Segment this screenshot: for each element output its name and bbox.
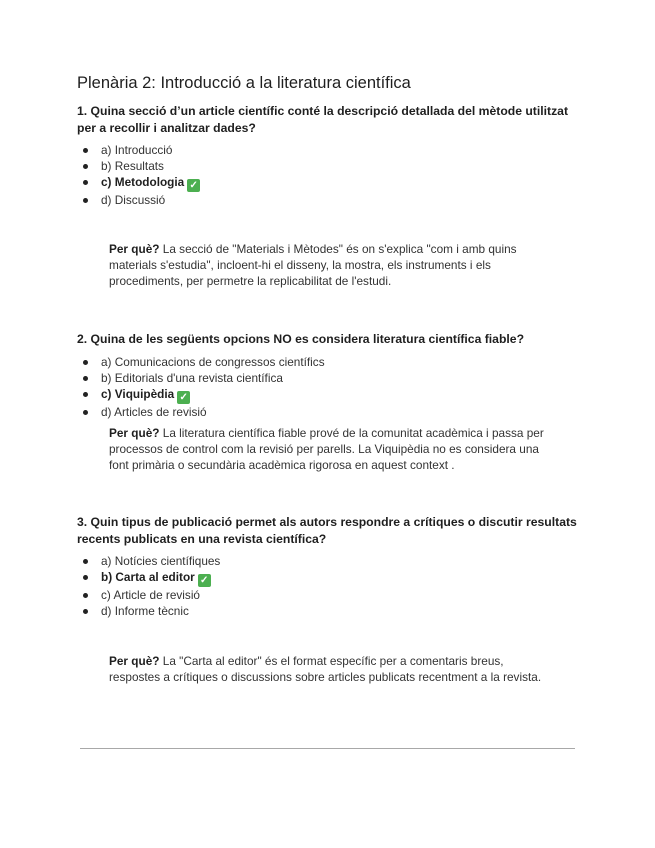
option-label: a) Comunicacions de congressos científics <box>101 355 325 369</box>
option-list-item <box>80 370 325 386</box>
check-mark-icon: ✓ <box>177 391 190 404</box>
option-label: c) Article de revisió <box>101 588 200 602</box>
check-mark-icon: ✓ <box>198 574 211 587</box>
option-label: c) Viquipèdia <box>101 387 175 401</box>
bullet-icon <box>83 198 88 203</box>
option-list-item <box>80 587 220 603</box>
bullet-icon <box>83 360 88 365</box>
option-label: d) Articles de revisió <box>101 405 207 419</box>
explanation-label: Per què? <box>109 242 160 256</box>
option-label: a) Introducció <box>101 143 173 157</box>
explanation-text: La secció de "Materials i Mètodes" és on s'explica "com i amb quins materials s'estudia", incloent-hi el disseny, la mostra, els instruments i els procediments, per permetre la replicabilitat de l'estudi. <box>109 242 517 288</box>
bullet-icon <box>83 575 88 580</box>
question-3-text: 3. Quin tipus de publicació permet als autors respondre a crítiques o discutir resultats recents publicats en una revista científica? <box>77 515 577 546</box>
explanation-2 <box>109 425 549 473</box>
option-label: c) Metodologia <box>101 175 185 189</box>
check-mark-icon: ✓ <box>187 179 200 192</box>
horizontal-divider <box>80 748 575 749</box>
option-label: d) Discussió <box>101 193 166 207</box>
bullet-icon <box>83 410 88 415</box>
question-1-text: 1. Quina secció d’un article científic conté la descripció detallada del mètode utilitzat per a recollir i analitzar dades? <box>77 104 569 135</box>
option-list-item <box>80 354 325 370</box>
bullet-icon <box>83 376 88 381</box>
option-list-item <box>80 553 220 569</box>
option-list-item <box>80 158 200 174</box>
option-list-item-correct <box>80 386 325 404</box>
explanation-label: Per què? <box>109 426 160 440</box>
explanation-3 <box>109 653 549 685</box>
question-2-text: 2. Quina de les següents opcions NO es considera literatura científica fiable? <box>77 332 525 346</box>
bullet-icon <box>83 392 88 397</box>
option-label: b) Editorials d'una revista científica <box>101 371 283 385</box>
question-1-options <box>80 142 200 208</box>
explanation-text: La literatura científica fiable prové de la comunitat acadèmica i passa per processos de control com la revisió per parells. La Viquipèdia no es considera una font primària o secundària acadèmica rigorosa en aquest context . <box>109 426 544 472</box>
option-label: a) Notícies científiques <box>101 554 221 568</box>
explanation-label: Per què? <box>109 654 160 668</box>
bullet-icon <box>83 609 88 614</box>
option-label: b) Carta al editor <box>101 570 195 584</box>
option-list-item <box>80 192 200 208</box>
option-list-item-correct <box>80 174 200 192</box>
option-list-item-correct <box>80 569 220 587</box>
option-list-item <box>80 603 220 619</box>
bullet-icon <box>83 593 88 598</box>
bullet-icon <box>83 559 88 564</box>
option-label: d) Informe tècnic <box>101 604 189 618</box>
option-list-item <box>80 142 200 158</box>
document-title: Plenària 2: Introducció a la literatura científica <box>77 74 411 92</box>
option-list-item <box>80 404 325 420</box>
question-3-options <box>80 553 220 619</box>
explanation-1 <box>109 241 549 289</box>
bullet-icon <box>83 164 88 169</box>
bullet-icon <box>83 148 88 153</box>
bullet-icon <box>83 180 88 185</box>
question-2-options <box>80 354 325 420</box>
explanation-text: La "Carta al editor" és el format específic per a comentaris breus, respostes a crítiques o discussions sobre articles publicats recentment a la revista. <box>109 654 542 684</box>
option-label: b) Resultats <box>101 159 164 173</box>
